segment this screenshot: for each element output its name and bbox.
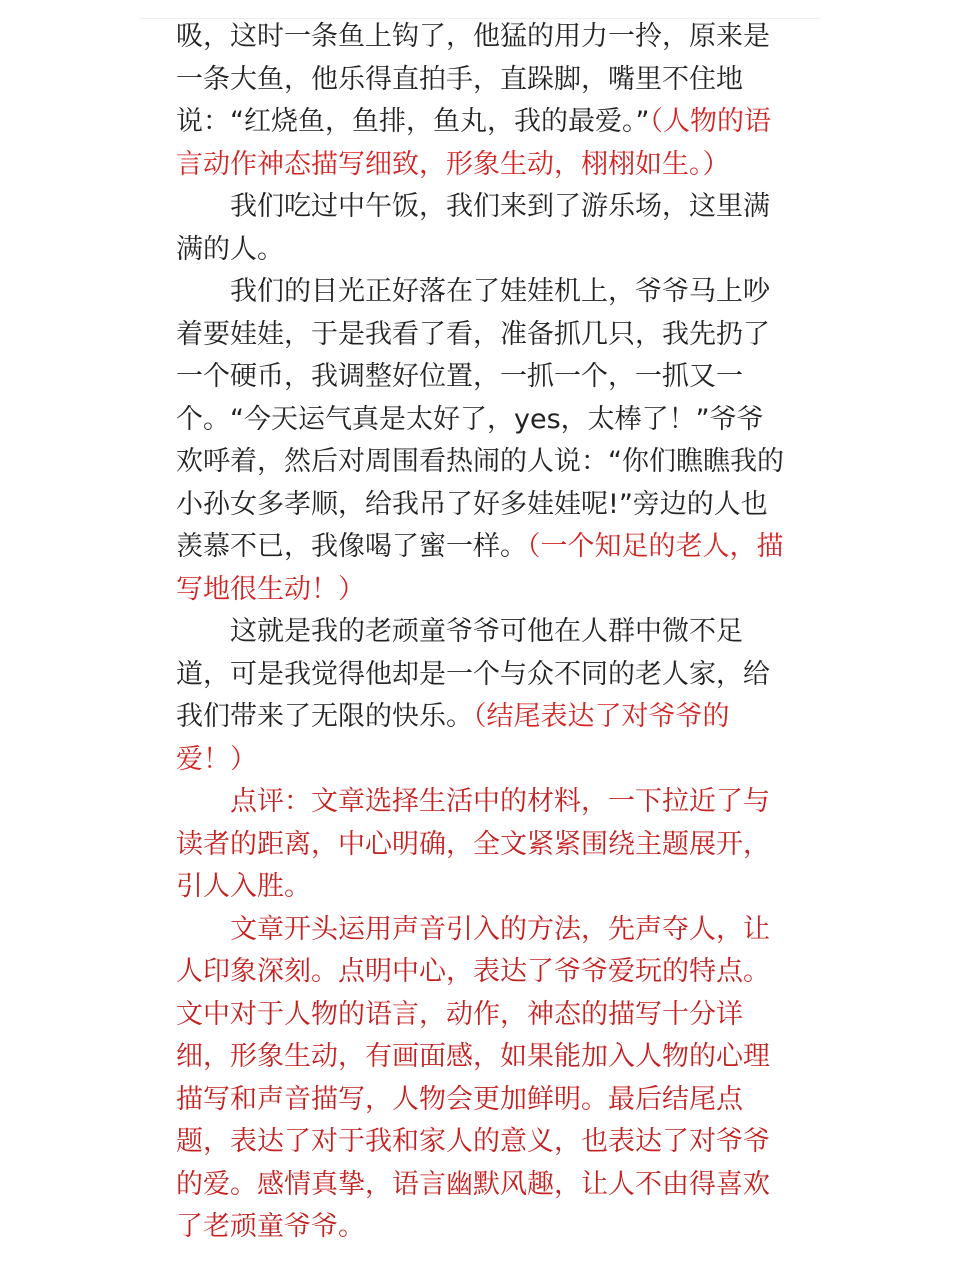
teacher-comment: （一个知足的老人，描写地很生动！） [176, 531, 784, 605]
teacher-comment: （结尾表达了对爷爷的爱！） [176, 701, 730, 775]
teacher-comment: （人物的语言动作神态描写细致，形象生动，栩栩如生。） [176, 106, 771, 180]
paragraph-claw-machine [176, 271, 788, 611]
review-paragraph-2: 文章开头运用声音引入的方法，先声夺人，让人印象深刻。点明中心，表达了爷爷爱玩的特点。文中对于人物的语言，动作，神态的描写十分详细，形象生动，有画面感，如果能加入人物的心理描写和声音描写，人物会更加鲜明。最后结尾点题，表达了对于我和家人的意义，也表达了对爷爷的爱。感情真挚，语言幽默风趣，让人不由得喜欢了老顽童爷爷。 [176, 913, 770, 1242]
review-paragraph-1: 点评：文章选择生活中的材料，一下拉近了与读者的距离，中心明确，全文紧紧围绕主题展开，引人入胜。 [176, 786, 770, 902]
paragraph-text: 我们的目光正好落在了娃娃机上，爷爷马上吵着要娃娃，于是我看了看，准备抓几只，我先扔了一个硬币，我调整好位置，一抓一个，一抓又一个。“今天运气真是太好了，yes，太棒了！”爷爷欢呼着，然后对周围看热闹的人说：“你们瞧瞧我的小孙女多孝顺，给我吊了好多娃娃呢!”旁边的人也羡慕不已，我像喝了蜜一样。 [176, 276, 784, 562]
paragraph-ending [176, 611, 788, 781]
paragraph-text: 吸，这时一条鱼上钩了，他猛的用力一拎，原来是一条大鱼，他乐得直拍手，直跺脚，嘴里不住地说：“红烧鱼，鱼排，鱼丸，我的最爱。” [176, 21, 770, 137]
paragraph-text: 这就是我的老顽童爷爷可他在人群中微不足道，可是我觉得他却是一个与众不同的老人家，给我们带来了无限的快乐。 [176, 616, 770, 732]
paragraph-text: 我们吃过中午饭，我们来到了游乐场，这里满满的人。 [176, 191, 770, 265]
article-body [176, 16, 788, 1249]
paragraph-fishing [176, 16, 788, 186]
paragraph-amusement-park [176, 186, 788, 271]
